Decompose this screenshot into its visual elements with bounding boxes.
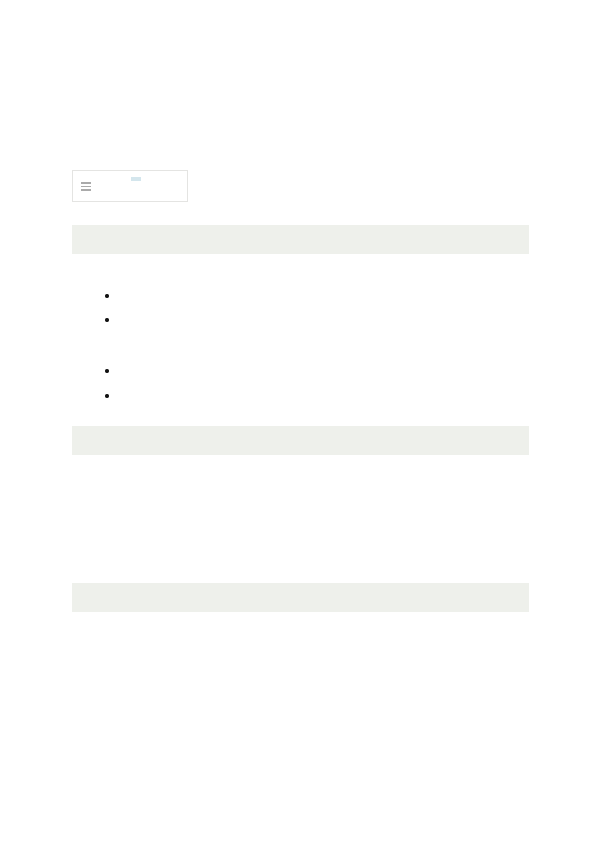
table-graphic (172, 626, 428, 771)
list-icon (81, 182, 91, 191)
section-heading-otros (72, 583, 529, 612)
bullet-icon (105, 394, 109, 398)
bullet-icon (105, 369, 109, 373)
taxonomy-diagram (148, 468, 448, 563)
algae-characters-table (172, 626, 428, 771)
properties-block (72, 170, 188, 202)
bullet-icon (105, 294, 109, 298)
bullet-icon (105, 318, 109, 322)
tag-badge[interactable] (131, 177, 141, 181)
section-heading-taxonomica (72, 426, 529, 455)
taxonomy-figure (148, 468, 448, 563)
section-heading-tipos (72, 225, 529, 254)
